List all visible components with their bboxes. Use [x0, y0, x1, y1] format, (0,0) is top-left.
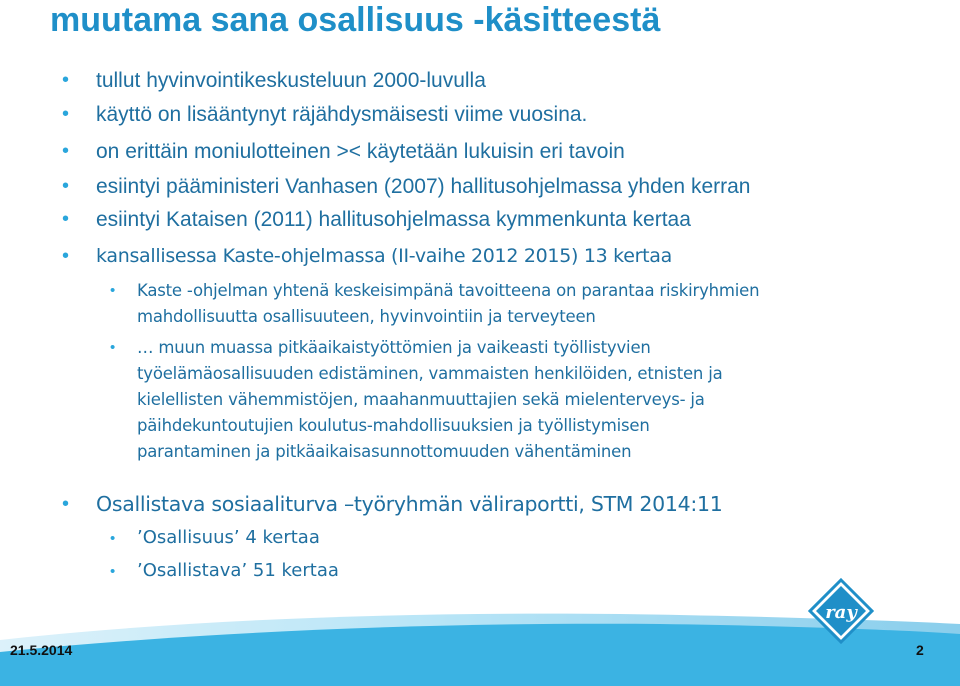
sub-bullet-continuation — [137, 361, 723, 387]
bullet-dot-icon: • — [110, 282, 116, 299]
bullet-item — [62, 207, 691, 233]
bullet-item — [62, 102, 588, 128]
sub-bullet-line: Kaste -ohjelman yhtenä keskeisimpänä tavoitteena on parantaa riskiryhmien — [137, 281, 760, 300]
sub-bullet-item — [110, 523, 320, 553]
logo-text: ray — [825, 602, 857, 623]
footer-date: 21.5.2014 — [10, 642, 73, 658]
bullet-dot-icon: • — [62, 245, 69, 267]
bullet-dot-icon: • — [110, 339, 116, 356]
sub-bullet-line: kielellisten vähemmistöjen, maahanmuuttajien sekä mielenterveys- ja — [137, 390, 705, 409]
bullet-dot-icon: • — [62, 175, 70, 197]
slide-title: muutama sana osallisuus -käsitteestä — [50, 1, 661, 39]
ray-logo-icon — [808, 578, 874, 644]
sub-bullet-continuation — [137, 304, 596, 330]
sub-bullet-line: parantaminen ja pitkäaikaisasunnottomuuden vähentäminen — [137, 442, 632, 461]
bullet-dot-icon: • — [110, 563, 116, 580]
bullet-dot-icon: • — [110, 530, 116, 547]
sub-bullet-item — [110, 556, 339, 586]
sub-bullet-line: ’Osallisuus’ 4 kertaa — [137, 527, 320, 548]
bullet-item — [62, 139, 625, 165]
bullet-dot-icon: • — [62, 493, 69, 515]
bullet-text: on erittäin moniulotteinen >< käytetään lukuisin eri tavoin — [96, 140, 625, 163]
sub-bullet-item — [110, 335, 651, 361]
sub-bullet-item — [110, 278, 760, 304]
bullet-dot-icon: • — [62, 69, 70, 91]
bullet-item — [62, 68, 486, 94]
bullet-text: esiintyi Kataisen (2011) hallitusohjelmassa kymmenkunta kertaa — [96, 208, 691, 231]
page-number: 2 — [916, 642, 924, 658]
bullet-text: kansallisessa Kaste-ohjelmassa (II-vaihe 2012 2015) 13 kertaa — [96, 245, 672, 267]
bullet-dot-icon: • — [62, 140, 70, 162]
sub-bullet-continuation — [137, 387, 705, 413]
bullet-text: käyttö on lisääntynyt räjähdysmäisesti viime vuosina. — [96, 103, 588, 126]
bullet-dot-icon: • — [62, 103, 70, 125]
sub-bullet-line: työelämäosallisuuden edistäminen, vammaisten henkilöiden, etnisten ja — [137, 364, 723, 383]
bullet-item — [62, 174, 751, 200]
sub-bullet-line: mahdollisuutta osallisuuteen, hyvinvointiin ja terveyteen — [137, 307, 596, 326]
bullet-text: Osallistava sosiaaliturva –työryhmän väliraportti, STM 2014:11 — [96, 492, 723, 516]
bullet-dot-icon: • — [62, 208, 70, 230]
bullet-text: tullut hyvinvointikeskusteluun 2000-luvulla — [96, 69, 486, 92]
sub-bullet-continuation — [137, 413, 650, 439]
bullet-item — [62, 243, 672, 269]
sub-bullet-line: … muun muassa pitkäaikaistyöttömien ja vaikeasti työllistyvien — [137, 338, 651, 357]
bullet-text: esiintyi pääministeri Vanhasen (2007) hallitusohjelmassa yhden kerran — [96, 175, 751, 198]
bullet-item — [62, 491, 723, 517]
sub-bullet-line: ’Osallistava’ 51 kertaa — [137, 560, 339, 581]
sub-bullet-line: päihdekuntoutujien koulutus-mahdollisuuksien ja työllistymisen — [137, 416, 650, 435]
sub-bullet-continuation — [137, 439, 631, 465]
